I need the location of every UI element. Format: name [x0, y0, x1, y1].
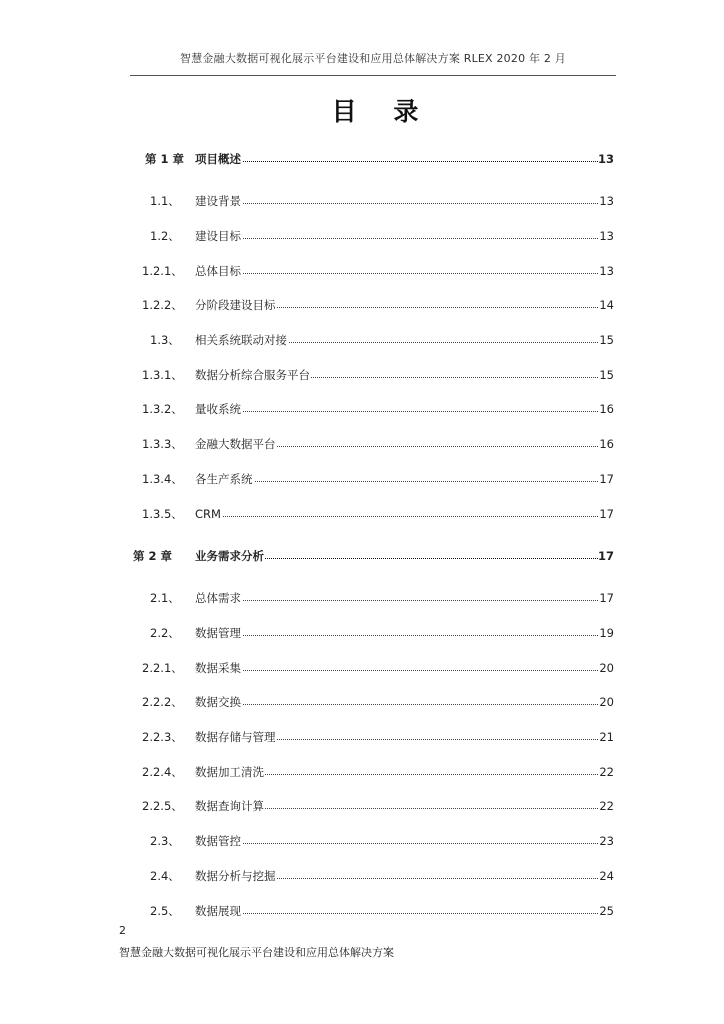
toc-entry-number: 2.2、 [150, 626, 180, 640]
toc-leader-dots [200, 273, 598, 274]
toc-entry-page: 23 [599, 834, 614, 848]
toc-entry[interactable] [0, 151, 724, 167]
toc-leader-dots [200, 635, 598, 636]
toc-entry-label: 数据采集 [195, 661, 241, 675]
toc-entry-page: 20 [599, 695, 614, 709]
toc-leader-dots [200, 704, 598, 705]
toc-entry-label: 量收系统 [195, 402, 241, 416]
toc-entry[interactable] [0, 868, 724, 884]
toc-entry-page: 17 [599, 507, 614, 521]
toc-entry[interactable] [0, 367, 724, 383]
toc-entry[interactable] [0, 625, 724, 641]
toc-entry-page: 16 [599, 402, 614, 416]
toc-entry-label: 总体目标 [195, 264, 241, 278]
toc-entry-number: 2.2.3、 [142, 730, 183, 744]
toc-entry-number: 2.1、 [150, 591, 180, 605]
toc-entry-label: 数据查询计算 [195, 799, 264, 813]
toc-leader-dots [200, 238, 598, 239]
toc-entry-label: 项目概述 [195, 152, 241, 166]
toc-entry-page: 25 [599, 904, 614, 918]
toc-title: 目 录 [331, 97, 433, 126]
toc-entry-number: 1.3.2、 [142, 402, 183, 416]
running-header: 智慧金融大数据可视化展示平台建设和应用总体解决方案 RLEX 2020 年 2 月 [180, 52, 566, 65]
toc-entry-number: 2.2.1、 [142, 661, 183, 675]
toc-entry-page: 17 [599, 591, 614, 605]
toc-entry-number: 第 1 章 [145, 152, 185, 166]
toc-entry-number: 1.3.3、 [142, 437, 183, 451]
toc-leader-dots [200, 670, 598, 671]
toc-entry[interactable] [0, 660, 724, 676]
toc-entry-label: 建设目标 [195, 229, 241, 243]
toc-entry-page: 15 [599, 333, 614, 347]
toc-entry-page: 19 [599, 626, 614, 640]
toc-leader-dots [200, 161, 598, 162]
toc-entry-label: 分阶段建设目标 [195, 298, 276, 312]
toc-entry-label: 总体需求 [195, 591, 241, 605]
toc-entry-page: 20 [599, 661, 614, 675]
toc-entry[interactable] [0, 401, 724, 417]
toc-entry[interactable] [0, 193, 724, 209]
toc-entry-label: 各生产系统 [195, 472, 253, 486]
toc-entry[interactable] [0, 833, 724, 849]
toc-leader-dots [200, 600, 598, 601]
toc-entry-page: 13 [599, 229, 614, 243]
toc-entry-number: 2.5、 [150, 904, 180, 918]
toc-entry-number: 1.3.4、 [142, 472, 183, 486]
toc-entry-label: 数据加工清洗 [195, 765, 264, 779]
toc-entry[interactable] [0, 297, 724, 313]
toc-entry-label: 建设背景 [195, 194, 241, 208]
toc-entry-page: 24 [599, 869, 614, 883]
toc-leader-dots [200, 516, 598, 517]
toc-entry-page: 17 [599, 472, 614, 486]
toc-entry[interactable] [0, 694, 724, 710]
toc-entry-page: 14 [599, 298, 614, 312]
toc-entry-number: 1.1、 [150, 194, 180, 208]
toc-entry-number: 1.2、 [150, 229, 180, 243]
toc-entry-label: 数据存储与管理 [195, 730, 276, 744]
toc-entry-label: 数据管控 [195, 834, 241, 848]
toc-leader-dots [200, 411, 598, 412]
toc-entry[interactable] [0, 764, 724, 780]
toc-entry-number: 1.2.1、 [142, 264, 183, 278]
toc-entry-label: 数据交换 [195, 695, 241, 709]
toc-entry-number: 1.3.5、 [142, 507, 183, 521]
toc-entry[interactable] [0, 228, 724, 244]
toc-entry-label: 相关系统联动对接 [195, 333, 287, 347]
toc-entry-number: 2.2.2、 [142, 695, 183, 709]
toc-entry-number: 1.3、 [150, 333, 180, 347]
running-footer: 智慧金融大数据可视化展示平台建设和应用总体解决方案 [119, 946, 394, 959]
toc-entry[interactable] [0, 471, 724, 487]
toc-entry[interactable] [0, 590, 724, 606]
toc-entry[interactable] [0, 548, 724, 564]
toc-entry[interactable] [0, 729, 724, 745]
toc-entry-page: 15 [599, 368, 614, 382]
toc-entry-page: 13 [599, 194, 614, 208]
page-number: 2 [119, 924, 126, 937]
toc-leader-dots [200, 203, 598, 204]
toc-entry-page: 16 [599, 437, 614, 451]
toc-entry-page: 21 [599, 730, 614, 744]
toc-entry[interactable] [0, 332, 724, 348]
toc-entry[interactable] [0, 263, 724, 279]
toc-entry-label: 数据分析与挖掘 [195, 869, 276, 883]
toc-entry-number: 2.4、 [150, 869, 180, 883]
toc-entry-page: 13 [599, 264, 614, 278]
toc-entry-label: 业务需求分析 [195, 549, 264, 563]
toc-entry-label: 数据分析综合服务平台 [195, 368, 310, 382]
toc-entry-number: 2.2.5、 [142, 799, 183, 813]
toc-entry-page: 22 [599, 799, 614, 813]
toc-entry-number: 1.3.1、 [142, 368, 183, 382]
toc-entry[interactable] [0, 903, 724, 919]
toc-entry[interactable] [0, 798, 724, 814]
toc-entry-number: 1.2.2、 [142, 298, 183, 312]
toc-leader-dots [200, 913, 598, 914]
toc-leader-dots [200, 481, 598, 482]
toc-entry-label: 数据展现 [195, 904, 241, 918]
toc-entry-number: 第 2 章 [133, 549, 173, 563]
toc-entry[interactable] [0, 506, 724, 522]
toc-leader-dots [200, 843, 598, 844]
toc-entry-page: 22 [599, 765, 614, 779]
toc-entry-page: 13 [598, 152, 615, 166]
toc-entry-number: 2.3、 [150, 834, 180, 848]
toc-entry-number: 2.2.4、 [142, 765, 183, 779]
toc-entry-label: CRM [195, 507, 221, 521]
toc-entry-label: 数据管理 [195, 626, 241, 640]
toc-entry-label: 金融大数据平台 [195, 437, 276, 451]
toc-entry[interactable] [0, 436, 724, 452]
toc-entry-page: 17 [598, 549, 615, 563]
